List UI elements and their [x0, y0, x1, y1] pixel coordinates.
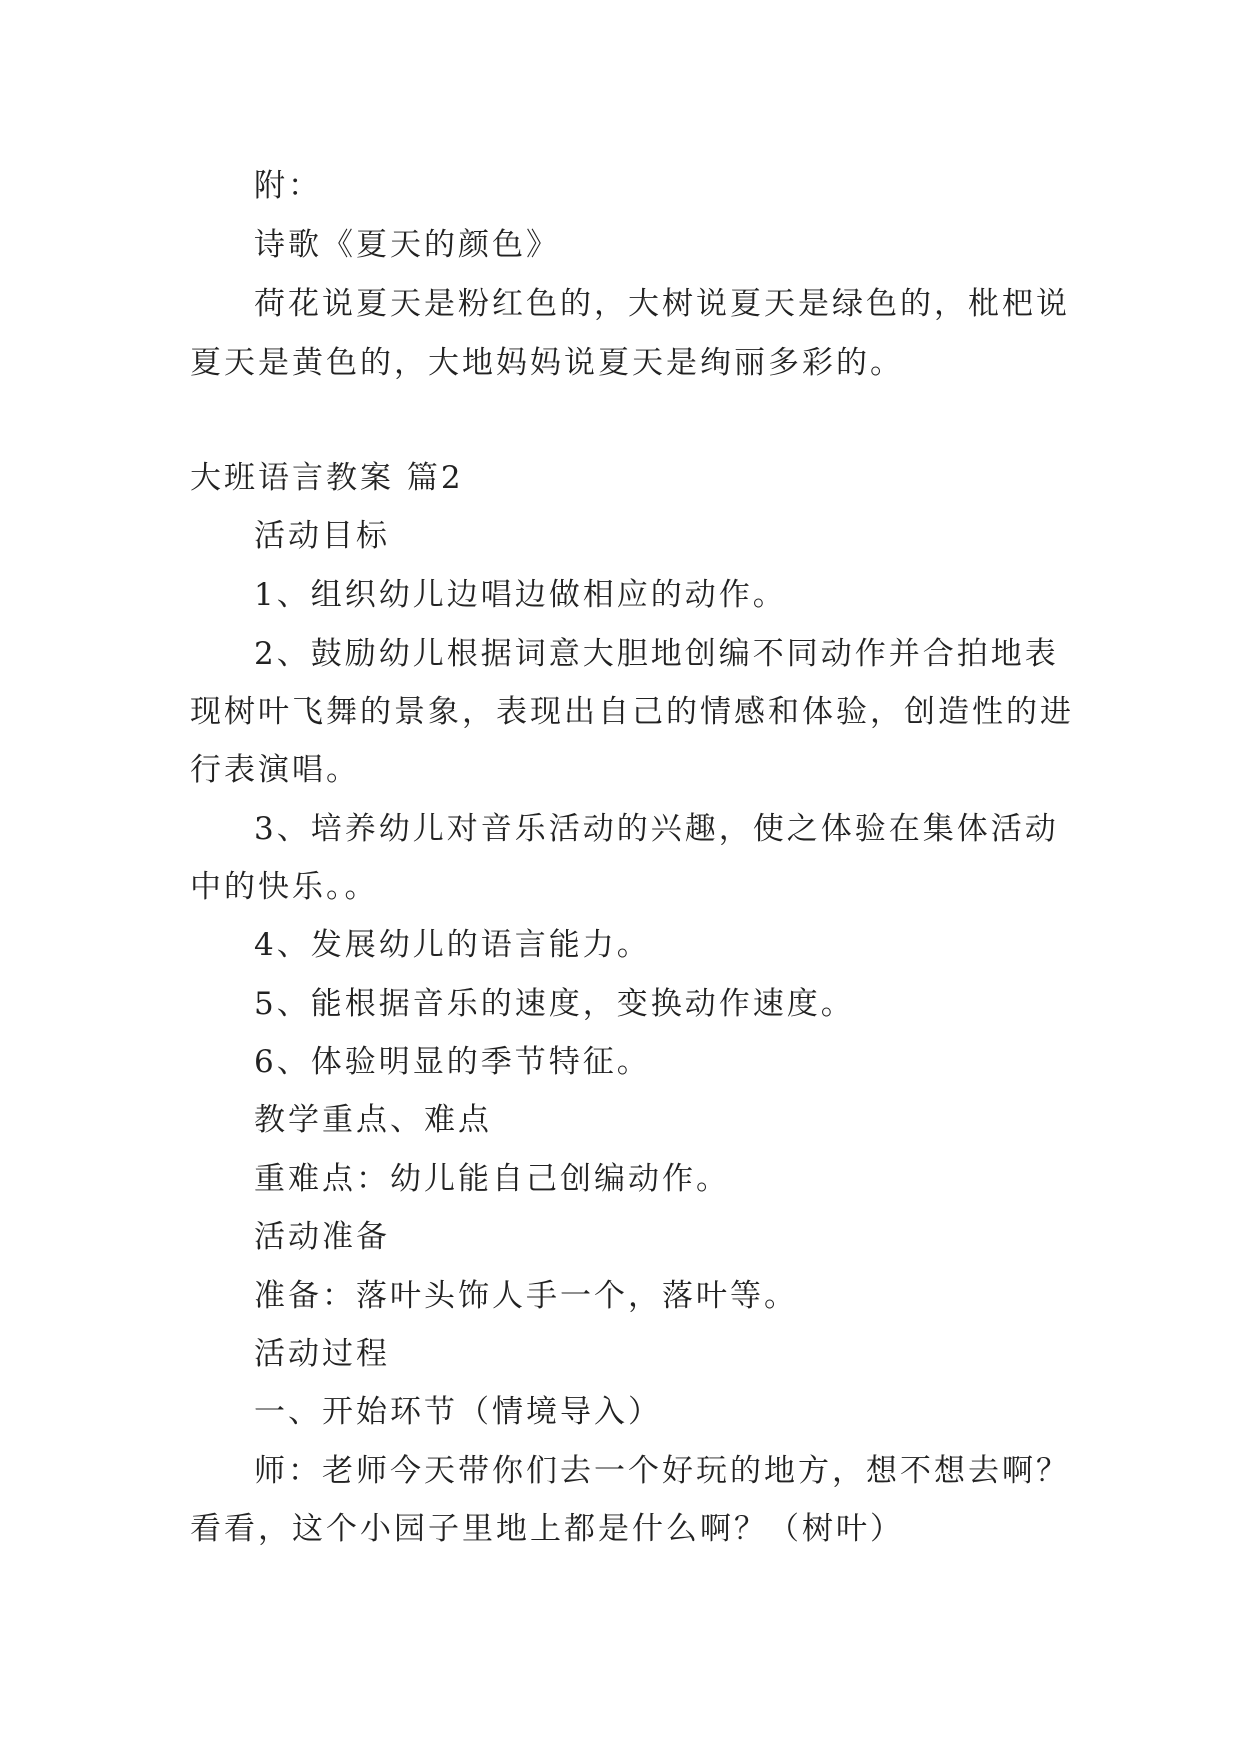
- step-1-line-2: 看看，这个小园子里地上都是什么啊？（树叶）: [190, 1511, 904, 1547]
- prep-text: 准备：落叶头饰人手一个，落叶等。: [254, 1278, 798, 1314]
- goal-4: 4、发展幼儿的语言能力。: [254, 927, 651, 963]
- goal-6: 6、体验明显的季节特征。: [254, 1044, 651, 1080]
- goal-2-line-1: 2、鼓励幼儿根据词意大胆地创编不同动作并合拍地表: [254, 636, 1059, 672]
- goal-2-line-2: 现树叶飞舞的景象，表现出自己的情感和体验，创造性的进: [190, 694, 1074, 730]
- goal-3-line-1: 3、培养幼儿对音乐活动的兴趣，使之体验在集体活动: [254, 811, 1059, 847]
- poem-line-2: 夏天是黄色的，大地妈妈说夏天是绚丽多彩的。: [190, 345, 904, 381]
- prep-heading: 活动准备: [254, 1219, 390, 1255]
- goal-5: 5、能根据音乐的速度，变换动作速度。: [254, 986, 855, 1022]
- goal-3-line-2: 中的快乐。。: [190, 869, 379, 905]
- goal-2-line-3: 行表演唱。: [190, 752, 360, 788]
- step-1-line-1: 师：老师今天带你们去一个好玩的地方，想不想去啊？: [254, 1453, 1070, 1489]
- key-points-heading: 教学重点、难点: [254, 1102, 492, 1138]
- goal-1: 1、组织幼儿边唱边做相应的动作。: [254, 577, 787, 613]
- process-heading: 活动过程: [254, 1336, 390, 1372]
- goals-heading: 活动目标: [254, 518, 390, 554]
- poem-title: 诗歌《夏天的颜色》: [254, 227, 560, 263]
- key-points-text: 重难点：幼儿能自己创编动作。: [254, 1161, 730, 1197]
- section-heading: 大班语言教案 篇2: [190, 460, 464, 496]
- poem-line-1: 荷花说夏天是粉红色的，大树说夏天是绿色的，枇杷说: [254, 286, 1070, 322]
- step-1-heading: 一、开始环节（情境导入）: [254, 1394, 662, 1430]
- appendix-label: 附：: [254, 168, 322, 204]
